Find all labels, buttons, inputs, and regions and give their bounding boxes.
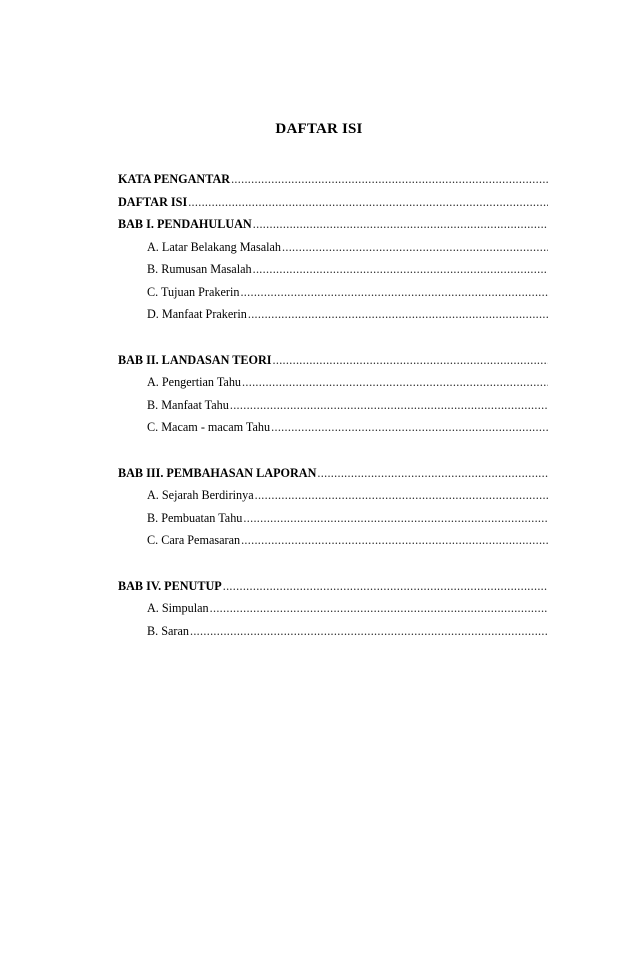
section-label: A. Pengertian Tahu: [147, 375, 242, 389]
toc-entry-bab3: [118, 466, 548, 489]
toc-entry-bab1: [118, 217, 548, 240]
section-label: B. Saran: [147, 623, 189, 638]
toc-subentry: [118, 307, 548, 330]
dot-leader: [255, 488, 548, 503]
toc-entry-bab4: [118, 579, 548, 602]
dot-leader: [240, 285, 548, 300]
toc-subentry: [118, 624, 548, 647]
table-of-contents: [118, 172, 548, 646]
section-label: A. Latar Belakang Masalah: [147, 239, 282, 254]
toc-subentry: [118, 420, 548, 443]
toc-subentry: [118, 262, 548, 285]
dot-leader: [242, 375, 548, 390]
chapter-heading: BAB I. PENDAHULUAN: [118, 217, 252, 231]
dot-leader: [248, 307, 548, 322]
section-label: C. Cara Pemasaran: [147, 533, 241, 547]
toc-subentry: [118, 601, 548, 624]
dot-leader: [210, 601, 548, 616]
dot-leader: [253, 262, 548, 277]
toc-subentry: [118, 240, 548, 263]
dot-leader: [243, 511, 548, 526]
chapter-heading: BAB III. PEMBAHASAN LAPORAN: [118, 465, 317, 480]
section-label: C. Macam - macam Tahu: [147, 420, 271, 434]
toc-entry-kata-pengantar: [118, 172, 548, 195]
toc-label: DAFTAR ISI: [118, 194, 188, 209]
dot-leader: [317, 466, 548, 481]
chapter-heading: BAB IV. PENUTUP: [118, 578, 222, 593]
section-label: B. Manfaat Tahu: [147, 397, 229, 412]
section-label: C. Tujuan Prakerin: [147, 284, 240, 299]
dot-leader: [230, 398, 548, 413]
section-label: A. Sejarah Berdirinya: [147, 488, 254, 502]
section-label: A. Simpulan: [147, 601, 209, 615]
toc-subentry: [118, 511, 548, 534]
toc-subentry: [118, 375, 548, 398]
dot-leader: [273, 353, 548, 368]
dot-leader: [271, 420, 548, 435]
dot-leader: [253, 217, 548, 232]
toc-subentry: [118, 398, 548, 421]
dot-leader: [223, 579, 548, 594]
toc-subentry: [118, 285, 548, 308]
section-label: D. Manfaat Prakerin: [147, 307, 247, 321]
dot-leader: [231, 172, 548, 187]
chapter-heading: BAB II. LANDASAN TEORI: [118, 352, 272, 367]
dot-leader: [241, 533, 548, 548]
toc-entry-bab2: [118, 353, 548, 376]
toc-subentry: [118, 533, 548, 556]
section-label: B. Rumusan Masalah: [147, 262, 252, 276]
dot-leader: [188, 195, 548, 210]
toc-subentry: [118, 488, 548, 511]
section-label: B. Pembuatan Tahu: [147, 510, 243, 525]
dot-leader: [190, 624, 548, 639]
toc-label: KATA PENGANTAR: [118, 172, 231, 186]
toc-entry-daftar-isi: [118, 195, 548, 218]
page-title: DAFTAR ISI: [275, 121, 363, 137]
dot-leader: [282, 240, 548, 255]
